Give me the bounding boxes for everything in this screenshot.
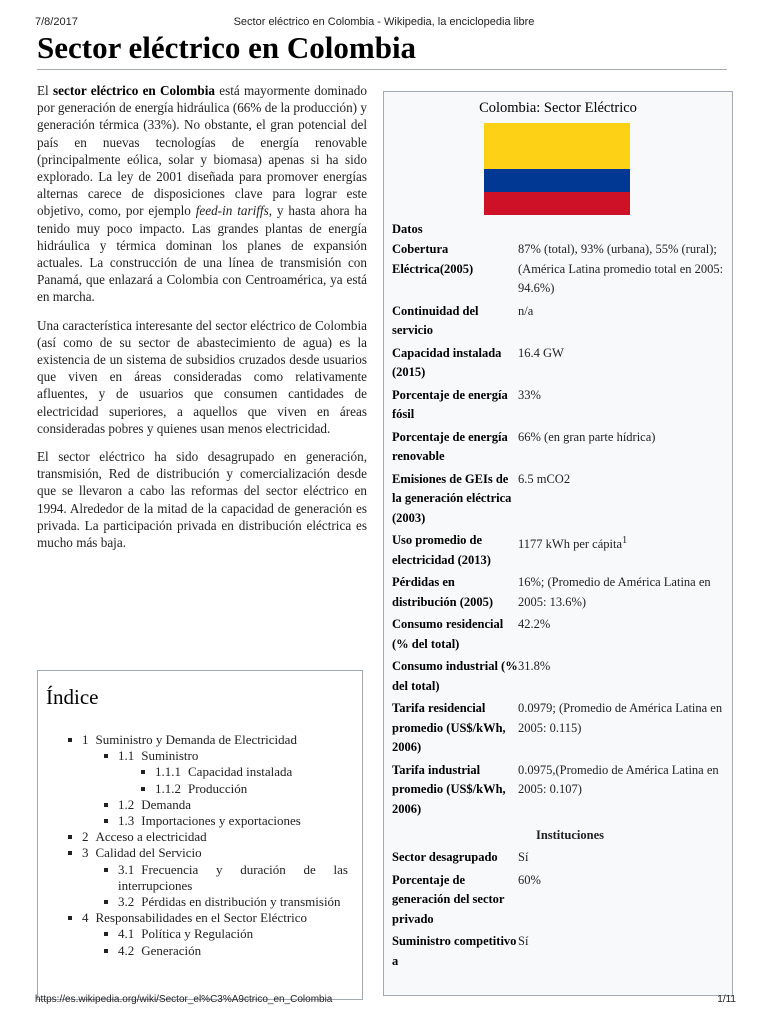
- infobox-row-label: Tarifa industrial promedio (US$/kWh, 2006): [392, 762, 506, 816]
- print-page-number: 1/11: [717, 994, 736, 1005]
- infobox-value-text: 66% (en gran parte hídrica): [518, 429, 656, 444]
- infobox-row-value: [518, 240, 728, 299]
- infobox-row-label: Emisiones de GEIs de la generación eléctrica (2003): [392, 471, 512, 525]
- toc-item[interactable]: [38, 894, 362, 910]
- intro-paragraph-2: Una característica interesante del sector eléctrico de Colombia (así como de su sector de abastecimiento de agua) es la existencia de un sistema de subsidios cruzados desde usuarios que viven en áreas consideradas como relativamente afluentes, y de usuarios que consumen cantidades de electricidad superiores, a aquellos que viven en áreas consideradas pobres y quienes usan menos electricidad.: [37, 317, 367, 436]
- toc-item-label[interactable]: Importaciones y exportaciones: [141, 813, 301, 829]
- flag-yellow-stripe: [484, 123, 630, 169]
- bullet-icon: [104, 803, 108, 807]
- toc-item[interactable]: [38, 862, 362, 894]
- toc-item-number: 4.2: [118, 942, 135, 958]
- infobox-row: [392, 761, 728, 820]
- infobox-row: [392, 871, 728, 930]
- infobox-row-label: Consumo residencial (% del total): [392, 617, 504, 651]
- toc-item-label[interactable]: Generación: [141, 942, 202, 958]
- flag-blue-stripe: [484, 169, 630, 192]
- toc-item-number: 1: [82, 732, 89, 747]
- infobox-row: [392, 657, 728, 696]
- toc-item[interactable]: [38, 910, 362, 926]
- toc-item-number: 4.1: [118, 926, 135, 942]
- p1-text-start: El: [37, 83, 53, 98]
- toc-item[interactable]: [38, 764, 362, 780]
- toc-item-number: 1.1.2: [155, 780, 181, 796]
- infobox-value-text: 1177 kWh per cápita: [518, 537, 623, 552]
- toc-item-number: 1.2: [118, 796, 135, 812]
- article-subject-bold: sector eléctrico en Colombia: [53, 83, 215, 98]
- infobox-row-value: [518, 932, 728, 971]
- toc-item-label[interactable]: Política y Regulación: [141, 926, 254, 942]
- colombia-flag-image: [484, 123, 630, 215]
- toc-item-label[interactable]: Producción: [188, 780, 248, 796]
- infobox-row: [392, 531, 728, 570]
- toc-item[interactable]: [38, 781, 362, 797]
- infobox-row: [392, 615, 728, 654]
- infobox-row: [392, 573, 728, 612]
- infobox-title: Colombia: Sector Eléctrico: [479, 100, 637, 116]
- infobox-value-text: 6.5 mCO2: [518, 471, 571, 486]
- infobox-row-label: Sector desagrupado: [392, 850, 498, 864]
- infobox-row: [392, 470, 728, 529]
- infobox-value-text: 42.2%: [518, 617, 551, 631]
- infobox-row: [392, 848, 728, 868]
- infobox-row-label: Tarifa residencial promedio (US$/kWh, 2006): [392, 701, 506, 754]
- infobox-row-value: [518, 657, 728, 696]
- intro-paragraph-1: [37, 82, 367, 306]
- infobox-value-text: Sí: [518, 934, 529, 948]
- infobox-value-text: 33%: [518, 387, 541, 402]
- infobox-row-value: [518, 573, 728, 612]
- infobox-row: [392, 344, 728, 383]
- infobox-row-value: [518, 871, 728, 930]
- infobox-section-instituciones: Instituciones: [535, 828, 605, 842]
- toc-item[interactable]: [38, 797, 362, 813]
- toc-item-label[interactable]: Responsabilidades en el Sector Eléctrico: [95, 910, 308, 926]
- p1-text-end: , y hasta ahora ha tenido muy poco impacto. Las grandes plantas de energía hidráulica y térmica dominan los planes de expansión actuales. La construcción de una línea de transmisión con Panamá, que enlazará a Colombia con Centroamérica, ya está en marcha.: [37, 203, 367, 305]
- infobox-value-text: 0.0979; (Promedio de América Latina en 2005: 0.115): [518, 701, 723, 735]
- infobox-row-value: [518, 761, 728, 820]
- toc-item[interactable]: [38, 926, 362, 942]
- infobox: [383, 91, 733, 996]
- toc-item[interactable]: [38, 845, 362, 861]
- bullet-icon: [68, 738, 72, 742]
- footnote-reference[interactable]: 1: [622, 535, 628, 546]
- infobox-row-value: [518, 848, 728, 868]
- toc-item[interactable]: [38, 829, 362, 845]
- toc-list: [38, 732, 362, 959]
- bullet-icon: [68, 916, 72, 920]
- infobox-row-value: [518, 302, 728, 341]
- toc-item[interactable]: [38, 732, 362, 748]
- infobox-row-label: Uso promedio de electricidad (2013): [392, 533, 491, 567]
- bullet-icon: [104, 754, 108, 758]
- toc-item-label[interactable]: Suministro y Demanda de Electricidad: [95, 732, 297, 747]
- toc-heading: Índice: [46, 685, 99, 709]
- toc-item-number: 3.2: [118, 894, 135, 910]
- toc-item-label[interactable]: Calidad del Servicio: [95, 845, 202, 861]
- infobox-row-label: Cobertura Eléctrica(2005): [392, 242, 474, 276]
- p1-text-middle: está mayormente dominado por generación de energía hidráulica (66% de la producción) y generación térmica (33%). No obstante, el gran potencial del país en nuevas tecnologías de energía renovable (principalmente eólica, solar y biomasa) apenas si ha sido explorado. La ley de 2001 diseñada para promover energías alternas carece de disposiciones clave para lograr este objetivo, como, por ejemplo: [37, 83, 367, 219]
- toc-item-label[interactable]: Frecuencia y duración de las interrupciones: [118, 861, 348, 893]
- bullet-icon: [104, 932, 108, 936]
- table-of-contents: [37, 670, 363, 1000]
- bullet-icon: [104, 868, 108, 872]
- infobox-row-label: Porcentaje de energía fósil: [392, 387, 508, 421]
- infobox-row: [392, 428, 728, 467]
- infobox-row-value: [518, 470, 728, 529]
- toc-item-number: 2: [82, 829, 89, 845]
- bullet-icon: [68, 851, 72, 855]
- infobox-value-text: 16.4 GW: [518, 345, 564, 360]
- infobox-value-text: 31.8%: [518, 659, 551, 673]
- infobox-value-text: n/a: [518, 303, 534, 318]
- infobox-row-label: Pérdidas en distribución (2005): [392, 575, 494, 609]
- toc-item-label[interactable]: Demanda: [141, 796, 192, 812]
- infobox-row-value: [518, 428, 728, 467]
- infobox-value-text: 16%; (Promedio de América Latina en 2005: 13.6%): [518, 575, 711, 609]
- bullet-icon: [68, 835, 72, 839]
- infobox-row-value: [518, 344, 728, 383]
- infobox-row-value: [518, 615, 728, 654]
- toc-item-number: 1.3: [118, 813, 135, 829]
- infobox-row-label: Porcentaje de generación del sector privado: [392, 872, 505, 926]
- print-date: 7/8/2017: [35, 16, 78, 28]
- toc-item[interactable]: [38, 748, 362, 764]
- infobox-row: [392, 302, 728, 341]
- infobox-row: [392, 932, 728, 971]
- infobox-row-label: Suministro competitivo a: [392, 934, 517, 968]
- toc-item[interactable]: [38, 943, 362, 959]
- infobox-rows: [392, 218, 728, 974]
- infobox-row-label: Porcentaje de energía renovable: [392, 429, 508, 463]
- toc-item-number: 4: [82, 910, 89, 926]
- infobox-row: [392, 699, 728, 758]
- page-title: Sector eléctrico en Colombia: [37, 30, 727, 70]
- infobox-row: [392, 240, 728, 299]
- toc-item[interactable]: [38, 813, 362, 829]
- bullet-icon: [141, 770, 145, 774]
- toc-item-label[interactable]: Pérdidas en distribución y transmisión: [141, 894, 341, 910]
- infobox-row: [392, 386, 728, 425]
- print-footer-url: https://es.wikipedia.org/wiki/Sector_el%C3%A9ctrico_en_Colombia: [35, 994, 333, 1005]
- infobox-value-text: 0.0975,(Promedio de América Latina en 2005: 0.107): [518, 762, 719, 796]
- infobox-value-text: Sí: [518, 850, 529, 864]
- infobox-value-text: 87% (total), 93% (urbana), 55% (rural); (América Latina promedio total en 2005: 94.6%): [518, 242, 724, 295]
- bullet-icon: [104, 900, 108, 904]
- bullet-icon: [104, 819, 108, 823]
- infobox-row-value: [518, 531, 728, 570]
- infobox-row-value: [518, 699, 728, 758]
- infobox-section-datos: Datos: [392, 222, 423, 236]
- infobox-row-label: Continuidad del servicio: [392, 303, 479, 337]
- toc-item-label[interactable]: Suministro: [141, 748, 199, 764]
- toc-item-number: 1.1: [118, 748, 135, 764]
- infobox-row-label: Capacidad instalada (2015): [392, 345, 502, 379]
- feed-in-tariffs-term: feed-in tariffs: [195, 203, 269, 219]
- bullet-icon: [141, 787, 145, 791]
- toc-item-number: 3.1: [118, 861, 135, 877]
- print-header-title: Sector eléctrico en Colombia - Wikipedia, la enciclopedia libre: [233, 16, 535, 28]
- intro-paragraph-3: El sector eléctrico ha sido desagrupado en generación, transmisión, Red de distribución y comercialización desde que se llevaron a cabo las reformas del sector eléctrico en 1994. Alrededor de la mitad de la capacidad de generación es privada. La participación privada en distribución eléctrica es mucho más baja.: [37, 449, 367, 551]
- toc-item-label[interactable]: Capacidad instalada: [188, 764, 293, 780]
- flag-red-stripe: [484, 192, 630, 215]
- toc-item-label[interactable]: Acceso a electricidad: [95, 829, 207, 845]
- infobox-value-text: 60%: [518, 872, 541, 887]
- bullet-icon: [104, 949, 108, 953]
- infobox-row-value: [518, 386, 728, 425]
- toc-item-number: 1.1.1: [155, 764, 181, 780]
- article-body: [37, 82, 367, 562]
- toc-item-number: 3: [82, 845, 89, 861]
- infobox-row-label: Consumo industrial (% del total): [392, 659, 518, 693]
